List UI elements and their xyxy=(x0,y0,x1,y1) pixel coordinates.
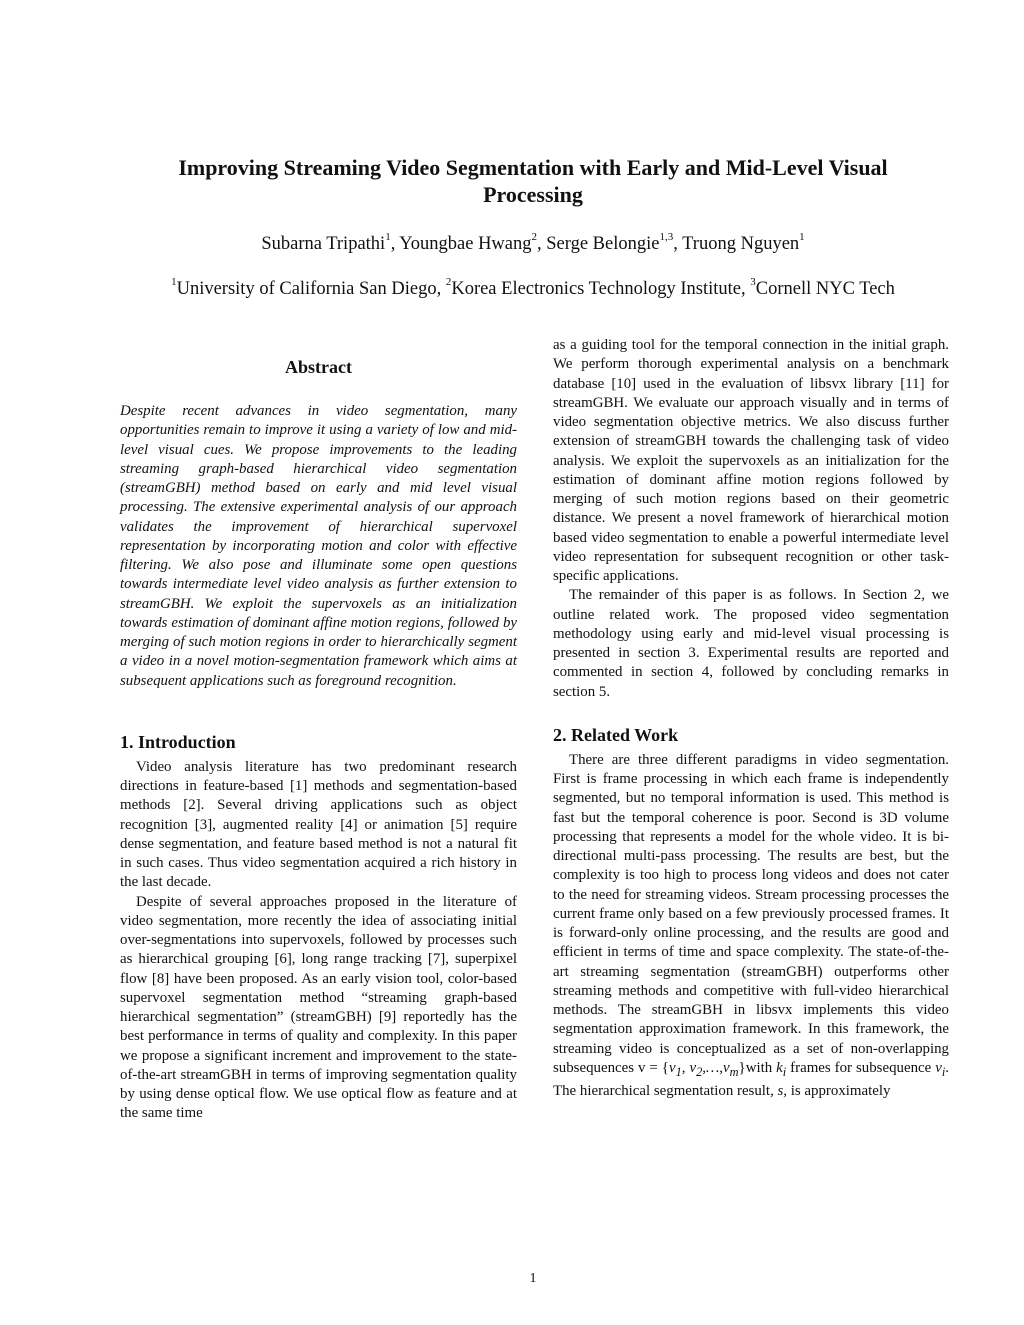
abstract-heading: Abstract xyxy=(285,357,352,377)
math-vi: $v_i$ xyxy=(935,1059,946,1079)
paper-title xyxy=(80,154,986,208)
left-column xyxy=(120,355,517,1124)
author: Youngbae Hwang$^2$, xyxy=(399,231,547,255)
affiliation: $^2$Korea Electronics Technology Institute, xyxy=(445,276,751,300)
author-list xyxy=(60,228,1006,255)
author: Serge Belongie$^{1,3}$, xyxy=(546,231,683,255)
title-line-2: Processing xyxy=(483,182,583,207)
introduction-paragraph-2: Despite of several approaches proposed in the literature of video segmentation, more recently the idea of associating initial over-segmentations into supervoxels, followed by processes such as hierarchical grouping [6], long range tracking [7], superpixel flow [8] have been proposed. As an early vision tool, color-based supervoxel segmentation method “streaming graph-based hierarchical segmentation” (streamGBH) [9] reportedly has the best performance in terms of quality and complexity. In this paper we propose a significant increment and improvement to the state-of-the-art streamGBH in terms of improving segmentation quality by using dense optical flow. We use optical flow as feature and at the same time xyxy=(120,893,517,1122)
math-vm: $v_m$ xyxy=(722,1059,739,1079)
math-k: $k_i$ xyxy=(776,1059,787,1079)
math-v1: $v_1$ xyxy=(668,1059,682,1079)
title-line-1: Improving Streaming Video Segmentation with Early and Mid-Level Visual xyxy=(178,155,888,180)
page-number: 1 xyxy=(529,1271,537,1286)
abstract-text: Despite recent advances in video segmentation, many opportunities remain to improve it using a variety of low and mid-level visual cues. We propose improvements to the leading streaming graph-based hierarchical video segmentation (streamGBH) method based on early and mid level visual processing. The extensive experimental analysis of our approach validates the improvement of hierarchical supervoxel representation by incorporating motion and color with effective filtering. We also pose and illuminate some open questions towards intermediate level video analysis as further extension to streamGBH. We exploit the supervoxels as an initialization towards estimation of dominant affine motion regions, followed by merging of such motion regions in order to hierarchically segment a video in a novel motion-segmentation framework which aims at subsequent applications such as foreground recognition. xyxy=(120,403,517,689)
affiliation: $^3$Cornell NYC Tech xyxy=(750,276,895,300)
affiliation-list xyxy=(60,273,1006,300)
math-s: s, xyxy=(777,1082,788,1099)
related-work-paragraph-1: There are three different paradigms in video segmentation. First is frame processing in which each frame is independently segmented, but no temporal information is used. This method is fast but the temporal coherence is poor. Second is 3D volume processing that represents a model for the whole video. It is bi-directional multi-pass processing. The results are best, but the complexity is too high to process long videos and does not cater to the need for streaming videos. Stream processing processes the current frame only based on a few previously processed frames. It is forward-only online processing, and the results are good and efficient in terms of time and space complexity. The state-of-the-art streaming segmentation (streamGBH) outperforms other streaming methods and competitive with full-video hierarchical methods. The streamGBH in libsvx implements this video segmentation approximation framework. In this framework, the streaming video is conceptualized as a set of non-overlapping subsequences $v = \{v_1$, $v_2,\dots,v_m\}with$ $k_i$ frames for subsequence $v_i$. The hierarchical segmentation result, s, is approximately xyxy=(553,751,949,1099)
introduction-paragraph-1: Video analysis literature has two predominant research directions in feature-based [1] methods and segmentation-based methods [2]. Several driving applications such as object recognition [3], augmented reality [4] or animation [5] require dense segmentation, and feature based method is not a natural fit in such cases. Thus video segmentation acquired a rich history in the last decade. xyxy=(120,758,517,891)
math-v2: $v_2$ xyxy=(689,1059,703,1079)
affiliation: $^1$University of California San Diego, xyxy=(171,276,446,300)
related-work-heading: 2. Related Work xyxy=(553,724,679,745)
introduction-paragraph-4: The remainder of this paper is as follows. In Section 2, we outline related work. The proposed video segmentation methodology using early and mid-level visual processing is presented in section 3. Experimental results are reported and commented in section 4, followed by concluding remarks in section 5. xyxy=(553,587,949,700)
introduction-paragraph-3: as a guiding tool for the temporal connection in the initial graph. We perform thorough experimental analysis on a benchmark database [10] used in the evaluation of libsvx library [11] for streamGBH. We evaluate our approach visually and in terms of video segmentation objective metrics. We also discuss further extension of streamGBH towards the challenging task of video analysis. We exploit the supervoxels as an initialization for the estimation of dominant affine motion regions followed by merging of such motion regions based on their geometric distance. We present a novel framework of hierarchical motion based video segmentation to enable a powerful intermediate level video representation for subsequent recognition or other task-specific applications. xyxy=(553,337,949,584)
introduction-heading: 1. Introduction xyxy=(120,731,236,752)
author: Truong Nguyen$^1$ xyxy=(682,231,805,255)
author: Subarna Tripathi$^1$, xyxy=(261,231,400,255)
right-column xyxy=(553,336,949,1101)
